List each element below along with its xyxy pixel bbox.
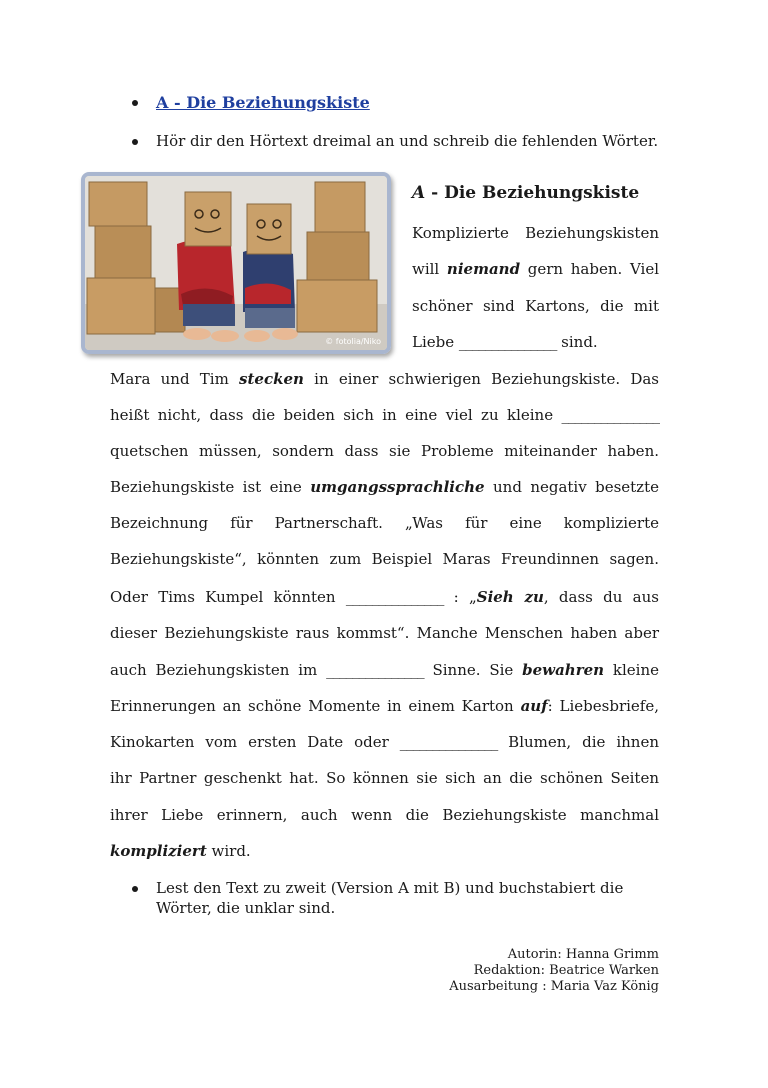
text-line	[110, 733, 659, 751]
keyword: auf	[520, 697, 548, 715]
credit-editor: Redaktion: Beatrice Warken	[473, 963, 659, 978]
bullet-icon	[132, 886, 138, 892]
top-bullet-list	[130, 92, 658, 169]
bullet-title-item	[130, 92, 658, 114]
keyword: umgangssprachliche	[310, 478, 485, 496]
blank-field: _______________	[345, 588, 444, 606]
text-span: auch Beziehungskisten im	[110, 661, 327, 679]
text-span: ihr Partner geschenkt hat. So können sie sich an die schönen Seiten	[110, 769, 659, 787]
text-span: Oder Tims Kumpel könnten	[110, 588, 346, 606]
text-span: , dass du aus	[543, 588, 659, 606]
keyword: kompliziert	[110, 842, 207, 860]
bullet-instruction-item	[130, 131, 658, 152]
task-text: Lest den Text zu zweit (Version A mit B) und buchstabiert die Wörter, die unklar sind.	[156, 879, 624, 917]
instruction-text: Hör dir den Hörtext dreimal an und schreib die fehlenden Wörter.	[156, 132, 659, 150]
blank-field: _______________	[399, 733, 498, 751]
text-span: Blumen, die ihnen	[497, 733, 660, 751]
bottom-bullet-list	[130, 878, 650, 918]
text-span: Liebe	[412, 333, 459, 351]
text-span: : „	[443, 588, 477, 606]
text-line	[110, 624, 659, 642]
photo-couple-with-boxes	[81, 172, 391, 354]
keyword: niemand	[446, 260, 521, 278]
text-line	[110, 661, 659, 679]
text-span: kleine	[604, 661, 660, 679]
bullet-task-item	[130, 878, 650, 918]
title-rest: - Die Beziehungskiste	[425, 183, 640, 203]
text-span: Bezeichnung für Partnerschaft. „Was für eine komplizierte	[110, 514, 659, 532]
text-span: in einer schwierigen Beziehungskiste. Das	[303, 370, 659, 388]
text-line	[110, 370, 659, 388]
text-line	[412, 333, 659, 351]
text-line	[110, 478, 659, 496]
text-line	[110, 842, 659, 860]
text-line	[110, 588, 659, 606]
text-line	[110, 550, 659, 568]
keyword: bewahren	[522, 661, 605, 679]
bullet-icon	[132, 139, 138, 145]
photo-watermark: © fotolia/Niko	[325, 337, 381, 346]
blank-field: _______________	[326, 661, 424, 679]
keyword: stecken	[239, 370, 304, 388]
text-span: Komplizierte Beziehungskisten	[412, 224, 659, 242]
text-span: Beziehungskiste“, könnten zum Beispiel Maras Freundinnen sagen.	[110, 550, 659, 568]
keyword: Sieh zu	[476, 588, 544, 606]
text-line	[412, 260, 659, 278]
text-span: schöner sind Kartons, die mit	[412, 297, 659, 315]
text-line	[110, 442, 659, 460]
text-span: Mara und Tim	[110, 370, 240, 388]
text-line	[110, 769, 659, 787]
text-span: Sinne. Sie	[423, 661, 523, 679]
text-span: gern haben. Viel	[520, 260, 659, 278]
text-span: Kinokarten vom ersten Date oder	[110, 733, 400, 751]
text-span: heißt nicht, dass die beiden sich in eine viel zu kleine	[110, 406, 562, 424]
credit-author: Autorin: Hanna Grimm	[507, 947, 659, 962]
text-span: will	[412, 260, 447, 278]
blank-field: _______________	[458, 333, 557, 351]
text-span: dieser Beziehungskiste raus kommst“. Manche Menschen haben aber	[110, 624, 659, 642]
text-line	[412, 297, 659, 315]
text-span: und negativ besetzte	[484, 478, 659, 496]
blank-field: _______________	[561, 406, 659, 424]
title-letter: A	[412, 183, 426, 203]
text-span: wird.	[206, 842, 251, 860]
credit-adaptation: Ausarbeitung : Maria Vaz König	[449, 979, 659, 994]
text-span: Erinnerungen an schöne Momente in einem Karton	[110, 697, 521, 715]
text-span: Beziehungskiste ist eine	[110, 478, 311, 496]
text-line	[110, 806, 659, 824]
section-title	[412, 183, 639, 203]
title-link[interactable]: A - Die Beziehungskiste	[156, 93, 370, 112]
text-line	[110, 697, 659, 715]
text-span: quetschen müssen, sondern dass sie Probleme miteinander haben.	[110, 442, 659, 460]
text-span: ihrer Liebe erinnern, auch wenn die Beziehungskiste manchmal	[110, 806, 659, 824]
text-line	[110, 514, 659, 532]
text-span: : Liebesbriefe,	[547, 697, 659, 715]
bullet-icon	[132, 100, 138, 106]
text-line	[412, 224, 659, 242]
text-span: sind.	[556, 333, 598, 351]
photo-illustration	[85, 176, 387, 350]
credits-block	[449, 947, 659, 995]
text-line	[110, 406, 659, 424]
